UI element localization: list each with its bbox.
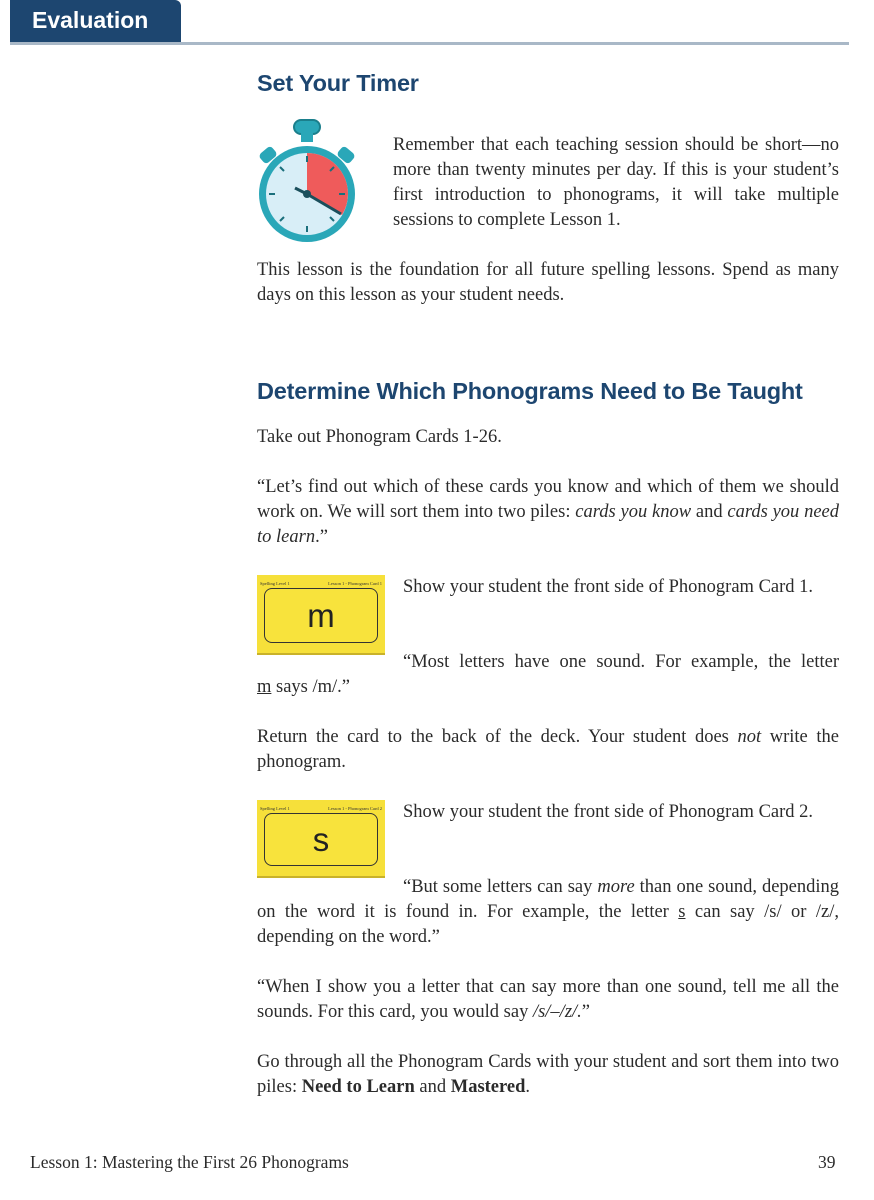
phonogram-card-1 bbox=[257, 575, 385, 655]
show-card-2: Show your student the front side of Phonogram Card 2. bbox=[403, 802, 814, 822]
section-tab bbox=[10, 0, 181, 42]
show-card-1: Show your student the front side of Phonogram Card 1. bbox=[403, 577, 814, 597]
return-card-instruction: Return the card to the back of the deck. Your student does not write the phonogram. bbox=[257, 727, 839, 772]
quote-all-sounds: “When I show you a letter that can say more than one sound, tell me all the sounds. For this card, you would say /s/–/z/.” bbox=[257, 977, 839, 1022]
card-header-right: Lesson 1 - Phonogram Card 2 bbox=[328, 806, 382, 811]
heading-set-your-timer: Set Your Timer bbox=[257, 70, 419, 96]
quote-one-sound-end: m says /m/.” bbox=[257, 677, 351, 697]
quote-more-sounds: “But some letters can say more than one sound, depending on the word it is found in. For example, the letter s can say /s/ or /z/, depending on the word.” bbox=[257, 877, 840, 947]
heading-determine-phonograms: Determine Which Phonograms Need to Be Taught bbox=[257, 378, 803, 404]
card-header-left: Spelling Level 1 bbox=[260, 581, 290, 586]
page-number: 39 bbox=[818, 1152, 836, 1172]
take-out-cards: Take out Phonogram Cards 1-26. bbox=[257, 427, 502, 447]
footer-lesson-title: Lesson 1: Mastering the First 26 Phonograms bbox=[30, 1152, 349, 1172]
section-tab-label: Evaluation bbox=[32, 7, 149, 33]
card-header-left: Spelling Level 1 bbox=[260, 806, 290, 811]
phonogram-card-2 bbox=[257, 800, 385, 878]
timer-paragraph-1: Remember that each teaching session should be short—no more than twenty minutes per day. If this is your student’s first introduction to phonograms, it will take multiple sessions to complete Lesson 1. bbox=[393, 135, 839, 230]
card-letter: s bbox=[312, 820, 330, 858]
card-header-right: Lesson 1 - Phonogram Card 1 bbox=[328, 581, 382, 586]
header-rule bbox=[10, 42, 849, 45]
quote-sort-piles: “Let’s find out which of these cards you know and which of them we should work on. We will sort them into two piles: cards you know and cards you need to learn.” bbox=[257, 477, 840, 547]
quote-one-sound: “Most letters have one sound. For example, the letter bbox=[403, 652, 839, 672]
timer-paragraph-2: This lesson is the foundation for all future spelling lessons. Spend as many days on this lesson as your student needs. bbox=[257, 260, 839, 305]
stopwatch-icon bbox=[255, 118, 359, 246]
card-letter: m bbox=[307, 596, 335, 634]
sort-instruction: Go through all the Phonogram Cards with your student and sort them into two piles: Need to Learn and Mastered. bbox=[257, 1052, 839, 1097]
